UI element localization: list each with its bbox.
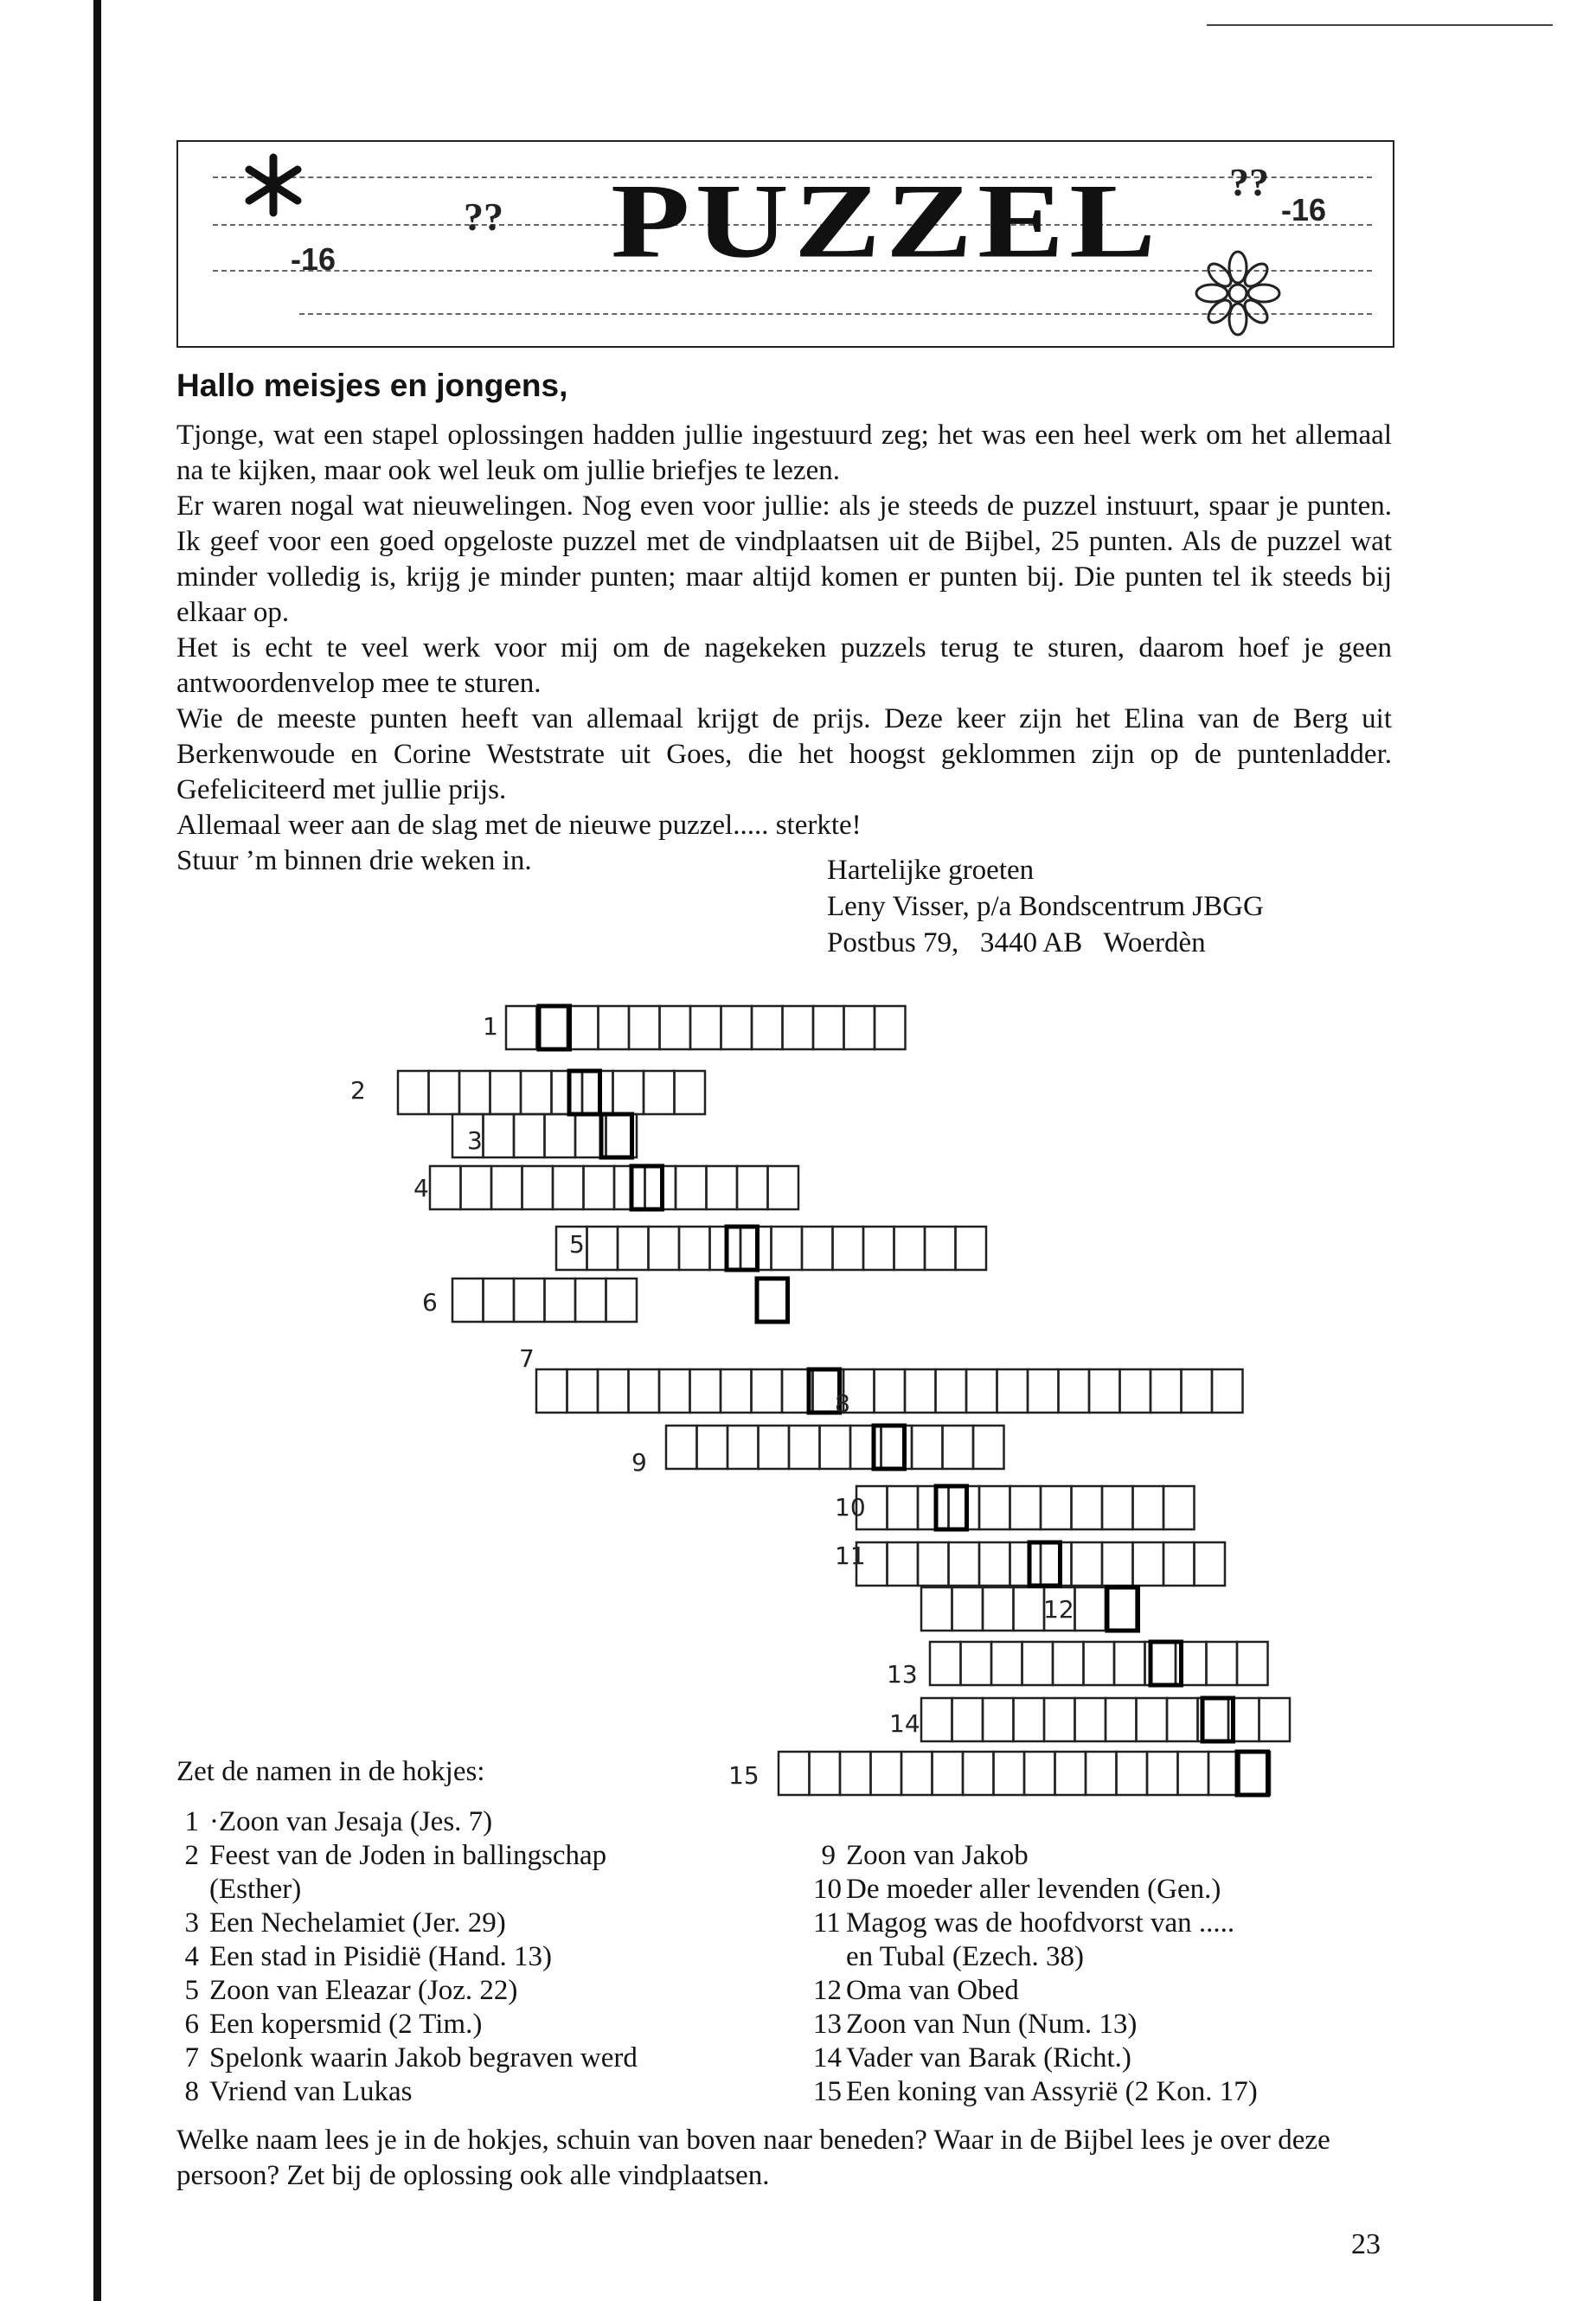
grid-cell (666, 1426, 697, 1469)
clue-number: 6 (184, 2009, 199, 2040)
grid-cell (1089, 1369, 1120, 1413)
puzzle-banner (176, 140, 1394, 348)
signoff-greeting: Hartelijke groeten (827, 855, 1035, 886)
clue-item (176, 1873, 301, 1907)
grid-label-12: 12 (1043, 1595, 1074, 1624)
grid-label-11: 11 (835, 1541, 866, 1570)
clue-item (176, 2008, 482, 2041)
grid-cell (552, 1071, 583, 1114)
signoff-address: Postbus 79, 3440 AB Woerdèn (827, 927, 1206, 958)
signoff-name: Leny Visser, p/a Bondscentrum JBGG (827, 891, 1264, 922)
clue-text: Een Nechelamiet (Jer. 29) (209, 1907, 506, 1939)
grid-cell (1137, 1698, 1168, 1741)
grid-cell (1228, 1698, 1259, 1741)
grid-cell (629, 1006, 660, 1049)
grid-cell (584, 1166, 615, 1209)
clue-text: en Tubal (Ezech. 38) (846, 1941, 1084, 1972)
clue-text: Feest van de Joden in ballingschap (209, 1840, 607, 1871)
grid-cell (629, 1369, 660, 1413)
grid-cell (575, 1114, 606, 1157)
grid-cell (1102, 1542, 1133, 1586)
grid-cell (537, 1006, 568, 1049)
clue-number: 8 (184, 2076, 199, 2107)
grid-cell (536, 1369, 567, 1413)
grid-cell (888, 1486, 919, 1529)
grid-cell (1102, 1486, 1133, 1529)
grid-label-3: 3 (467, 1126, 483, 1155)
intro-paragraph: Stuur ’m binnen drie weken in. (176, 845, 532, 876)
grid-label-10: 10 (835, 1493, 866, 1522)
grid-cell (575, 1279, 606, 1322)
grid-cell (768, 1166, 799, 1209)
puzzle-question: Welke naam lees je in de hokjes, schuin van boven naar beneden? Waar in de Bijbel lees je over deze persoon? Zet bij de oplossing ook alle vindplaatsen. (176, 2125, 1330, 2191)
clue-number: 3 (184, 1907, 199, 1939)
grid-cell (833, 1227, 864, 1270)
grid-cell (952, 1587, 984, 1631)
grid-cell (956, 1227, 987, 1270)
grid-cell (966, 1369, 997, 1413)
clue-number: 12 (813, 1975, 842, 2006)
clue-number: 15 (813, 2076, 842, 2107)
clue-item (176, 1907, 506, 1940)
grid-cell (925, 1227, 956, 1270)
clue-number: 7 (184, 2042, 199, 2073)
grid-cell (1151, 1369, 1182, 1413)
grid-cell (545, 1279, 576, 1322)
grid-cell (933, 1752, 964, 1795)
grid-cell (452, 1279, 484, 1322)
intro-text (176, 418, 1392, 879)
grid-cell (1207, 1642, 1238, 1685)
grid-cell (912, 1426, 943, 1469)
diagonal-solution-cell (1107, 1587, 1138, 1631)
grid-label-2: 2 (350, 1076, 366, 1105)
grid-cell (901, 1752, 933, 1795)
grid-cell (1028, 1369, 1059, 1413)
diagonal-solution-cell (539, 1006, 570, 1049)
grid-cell (1259, 1698, 1291, 1741)
grid-cell (1041, 1486, 1072, 1529)
grid-cell (820, 1426, 851, 1469)
grid-cell (567, 1369, 599, 1413)
intro-paragraph: Tjonge, wat een stapel oplossingen hadden jullie ingestuurd zeg; het was een heel werk om het allemaal na te kijken, maar ook wel leuk om jullie briefjes te lezen. (176, 420, 1392, 486)
grid-cell (921, 1587, 952, 1631)
grid-cell (1106, 1698, 1137, 1741)
clue-number: 5 (184, 1975, 199, 2006)
grid-cell (649, 1227, 680, 1270)
banner-question-marks-right: ?? (1229, 160, 1269, 204)
grid-cell (997, 1369, 1029, 1413)
grid-cell (721, 1369, 752, 1413)
intro-paragraph: Wie de meeste punten heeft van allemaal krijgt de prijs. Deze keer zijn het Elina van de Berg uit Berkenwoude en Corine Weststrate uit Goes, die het hoogst geklommen zijn op de puntenladder. Gefeliciteerd met jullie prijs. (176, 703, 1392, 805)
clues-heading: Zet de namen in de hokjes: (176, 1756, 485, 1787)
grid-cell (1237, 1642, 1268, 1685)
grid-cell (430, 1166, 461, 1209)
banner-number-right: -16 (1281, 192, 1327, 228)
grid-cell (1014, 1698, 1045, 1741)
grid-cell (1176, 1642, 1207, 1685)
diagonal-solution-cell (809, 1369, 840, 1413)
diagonal-solution-cell (727, 1227, 758, 1270)
grid-cell (618, 1227, 649, 1270)
grid-cell (599, 1006, 630, 1049)
grid-cell (856, 1486, 888, 1529)
grid-cell (1240, 1752, 1271, 1795)
clue-text: Spelonk waarin Jakob begraven werd (209, 2042, 638, 2073)
grid-label-7: 7 (519, 1344, 535, 1373)
banner-number-left: -16 (291, 241, 337, 277)
clue-number: 13 (813, 2009, 842, 2040)
grid-cell (1086, 1752, 1117, 1795)
intro-paragraph: Het is echt te veel werk voor mij om de nagekeken puzzels terug te sturen, daarom hoef je geen antwoordenvelop mee te sturen. (176, 632, 1392, 699)
grid-cell (979, 1542, 1010, 1586)
clue-text: Zoon van Jakob (846, 1840, 1029, 1871)
grid-cell (514, 1114, 545, 1157)
grid-cell (1195, 1542, 1226, 1586)
grid-cell (452, 1114, 484, 1157)
grid-cell (994, 1752, 1025, 1795)
clue-text: Een stad in Pisidië (Hand. 13) (209, 1941, 552, 1972)
grid-cell (779, 1752, 810, 1795)
signoff (827, 852, 1264, 961)
grid-cell (918, 1542, 949, 1586)
grid-cell (1022, 1642, 1054, 1685)
grid-cell (1010, 1542, 1042, 1586)
diagonal-solution-cell (1151, 1642, 1182, 1685)
grid-cell (802, 1227, 833, 1270)
grid-cell (429, 1071, 460, 1114)
grid-cell (894, 1227, 926, 1270)
grid-cell (490, 1071, 522, 1114)
diagonal-solution-cell (1237, 1752, 1268, 1795)
grid-label-9: 9 (631, 1448, 647, 1477)
grid-cell (1044, 1698, 1075, 1741)
grid-cell (1212, 1369, 1243, 1413)
clue-text: Zoon van Eleazar (Joz. 22) (209, 1975, 518, 2006)
clue-item (176, 1839, 606, 1873)
grid-cell (1059, 1369, 1090, 1413)
grid-cell (514, 1279, 545, 1322)
grid-cell (752, 1006, 783, 1049)
grid-cell (840, 1752, 871, 1795)
clue-item (813, 1873, 1221, 1907)
grid-cell (587, 1227, 619, 1270)
grid-label-13: 13 (887, 1660, 918, 1689)
banner-title: PUZZEL (611, 162, 1162, 280)
grid-cell (936, 1369, 967, 1413)
clue-text: ·Zoon van Jesaja (Jes. 7) (209, 1806, 493, 1837)
grid-cell (1117, 1752, 1148, 1795)
grid-cell (813, 1006, 844, 1049)
grid-cell (782, 1369, 813, 1413)
grid-cell (921, 1698, 952, 1741)
grid-cell (1014, 1587, 1045, 1631)
grid-cell (1120, 1369, 1151, 1413)
clue-item (176, 1974, 517, 2008)
clue-text: Oma van Obed (846, 1975, 1019, 2006)
grid-cell (1133, 1486, 1164, 1529)
grid-cell (522, 1166, 554, 1209)
grid-cell (772, 1227, 803, 1270)
clue-item (176, 1805, 492, 1839)
grid-cell (983, 1587, 1014, 1631)
clue-item (813, 1974, 1019, 2008)
grid-cell (1053, 1642, 1084, 1685)
grid-label-15: 15 (728, 1761, 760, 1790)
diagonal-solution-cell (874, 1426, 905, 1469)
clue-text: Vader van Barak (Richt.) (846, 2042, 1131, 2073)
clue-text: Magog was de hoofdvorst van ..... (846, 1907, 1235, 1939)
grid-label-6: 6 (422, 1288, 438, 1317)
grid-cell (983, 1698, 1014, 1741)
grid-cell (881, 1426, 913, 1469)
grid-cell (844, 1006, 875, 1049)
grid-cell (545, 1114, 576, 1157)
grid-cell (613, 1071, 644, 1114)
grid-cell (875, 1006, 906, 1049)
grid-cell (1133, 1542, 1164, 1586)
grid-cell (850, 1426, 881, 1469)
grid-label-1: 1 (483, 1012, 498, 1041)
grid-cell (1055, 1752, 1086, 1795)
grid-cell (737, 1166, 768, 1209)
grid-label-8: 8 (835, 1389, 850, 1418)
clue-number: 11 (813, 1907, 841, 1939)
clue-number: 2 (184, 1840, 199, 1871)
grid-cell (1167, 1698, 1198, 1741)
grid-cell (1044, 1587, 1075, 1631)
grid-cell (614, 1166, 645, 1209)
grid-cell (675, 1071, 706, 1114)
top-rule (1207, 24, 1553, 26)
diagonal-solution-cell (569, 1071, 600, 1114)
grid-cell (949, 1542, 980, 1586)
clue-item (813, 1907, 1234, 1940)
clue-text: (Esther) (209, 1874, 302, 1905)
grid-cell (645, 1166, 676, 1209)
grid-cell (690, 1369, 721, 1413)
grid-cell (598, 1369, 629, 1413)
grid-cell (1147, 1752, 1178, 1795)
clue-item (176, 2075, 412, 2109)
grid-cell (856, 1542, 888, 1586)
grid-cell (1163, 1486, 1195, 1529)
grid-cell (973, 1426, 1004, 1469)
grid-cell (810, 1752, 841, 1795)
grid-cell (659, 1369, 690, 1413)
grid-cell (484, 1279, 515, 1322)
grid-label-14: 14 (889, 1709, 920, 1738)
grid-cell (871, 1752, 902, 1795)
clue-item (813, 2008, 1137, 2041)
clue-text: Een kopersmid (2 Tim.) (209, 2009, 483, 2040)
grid-cell (606, 1114, 638, 1157)
grid-label-4: 4 (413, 1174, 429, 1202)
grid-cell (553, 1166, 584, 1209)
grid-cell (484, 1114, 515, 1157)
grid-cell (461, 1166, 492, 1209)
intro-paragraph: Er waren nogal wat nieuwelingen. Nog even voor jullie: als je steeds de puzzel instuurt, spaar je punten. Ik geef voor een goed opgeloste puzzel met de vindplaatsen uit de Bijbel, 25 punten. Als de puzzel wat minder volledig is, krijg je minder punten; maar altijd komen er punten bij. Die punten tel ik steeds bij elkaar op. (176, 490, 1392, 628)
clue-item (813, 1839, 1029, 1873)
grid-cell (813, 1369, 844, 1413)
grid-cell (843, 1369, 875, 1413)
grid-cell (506, 1006, 537, 1049)
clue-item (176, 2041, 638, 2075)
clue-text: Een koning van Assyrië (2 Kon. 17) (846, 2076, 1258, 2107)
grid-cell (556, 1227, 587, 1270)
grid-cell (1024, 1752, 1055, 1795)
diagonal-solution-cell (757, 1279, 788, 1322)
grid-cell (679, 1227, 710, 1270)
grid-cell (1072, 1486, 1103, 1529)
grid-cell (1163, 1542, 1195, 1586)
page-number: 23 (1351, 2228, 1381, 2260)
greeting: Hallo meisjes en jongens, (176, 368, 568, 403)
grid-cell (961, 1642, 992, 1685)
grid-cell (1072, 1542, 1103, 1586)
intro-paragraph: Allemaal weer aan de slag met de nieuwe puzzel..... sterkte! (176, 810, 862, 841)
grid-cell (888, 1542, 919, 1586)
grid-cell (491, 1166, 522, 1209)
grid-cell (582, 1071, 613, 1114)
grid-cell (1075, 1587, 1106, 1631)
clue-item (176, 1940, 552, 1974)
grid-cell (783, 1006, 814, 1049)
clue-text: Zoon van Nun (Num. 13) (846, 2009, 1138, 2040)
grid-cell (721, 1006, 753, 1049)
asterisk-ornament-icon (239, 151, 308, 220)
diagonal-solution-cell (1202, 1698, 1234, 1741)
clue-number: 10 (813, 1874, 842, 1905)
grid-cell (459, 1071, 490, 1114)
grid-cell (1075, 1698, 1106, 1741)
grid-cell (1208, 1752, 1240, 1795)
grid-cell (918, 1486, 949, 1529)
grid-cell (963, 1752, 994, 1795)
grid-cell (752, 1369, 783, 1413)
grid-cell (905, 1369, 936, 1413)
grid-cell (690, 1006, 721, 1049)
diagonal-solution-cell (601, 1114, 632, 1157)
grid-cell (759, 1426, 790, 1469)
clue-item (813, 2075, 1258, 2109)
diagonal-solution-cell (1029, 1542, 1061, 1586)
grid-cell (676, 1166, 707, 1209)
grid-cell (740, 1227, 772, 1270)
grid-cell (1114, 1642, 1145, 1685)
grid-cell (710, 1227, 741, 1270)
grid-cell (1145, 1642, 1176, 1685)
grid-cell (1041, 1542, 1072, 1586)
grid-cell (1084, 1642, 1115, 1685)
grid-cell (606, 1279, 638, 1322)
grid-cell (875, 1369, 906, 1413)
clue-item (813, 1940, 1084, 1974)
diagonal-solution-cell (631, 1166, 663, 1209)
grid-cell (660, 1006, 691, 1049)
flower-ornament-icon (1190, 246, 1285, 341)
grid-cell (1198, 1698, 1229, 1741)
clue-number: 1 (184, 1806, 199, 1837)
grid-cell (1106, 1587, 1137, 1631)
grid-cell (1182, 1369, 1213, 1413)
banner-question-marks-left: ?? (464, 195, 503, 239)
clue-number: 9 (821, 1840, 836, 1871)
grid-cell (952, 1698, 984, 1741)
grid-cell (943, 1426, 974, 1469)
grid-cell (644, 1071, 675, 1114)
grid-cell (1178, 1752, 1209, 1795)
clue-item (813, 2041, 1131, 2075)
grid-cell (707, 1166, 738, 1209)
grid-cell (949, 1486, 980, 1529)
grid-cell (727, 1426, 759, 1469)
clue-number: 14 (813, 2042, 842, 2073)
grid-cell (979, 1486, 1010, 1529)
grid-cell (789, 1426, 820, 1469)
diagonal-solution-cell (936, 1486, 967, 1529)
grid-cell (697, 1426, 728, 1469)
grid-cell (930, 1642, 961, 1685)
grid-cell (398, 1071, 429, 1114)
grid-cell (521, 1071, 552, 1114)
grid-cell (991, 1642, 1022, 1685)
left-margin-rule (93, 0, 101, 2301)
clue-text: Vriend van Lukas (209, 2076, 413, 2107)
clue-number: 4 (184, 1941, 199, 1972)
clue-text: De moeder aller levenden (Gen.) (846, 1874, 1221, 1905)
grid-label-5: 5 (569, 1230, 585, 1259)
grid-cell (1010, 1486, 1042, 1529)
grid-cell (567, 1006, 599, 1049)
grid-cell (863, 1227, 894, 1270)
